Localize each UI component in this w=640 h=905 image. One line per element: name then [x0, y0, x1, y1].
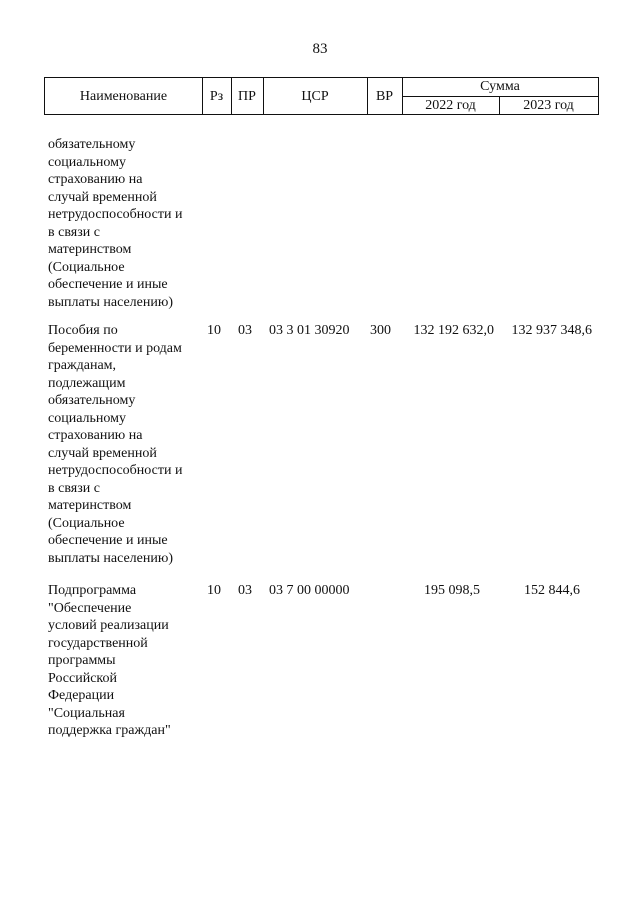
cell-csr: 03 7 00 00000 [269, 583, 350, 598]
cell-sum-2022: 195 098,5 [424, 583, 480, 598]
header-pr: ПР [238, 89, 256, 104]
name-line: страхованию на [48, 172, 143, 187]
name-line: Подпрограмма [48, 583, 137, 598]
name-line: материнством [48, 242, 132, 257]
name-line: в связи с [48, 224, 100, 240]
header-rz: Рз [209, 89, 224, 104]
name-line: "Социальная [48, 705, 125, 721]
cell-rz: 10 [207, 323, 221, 338]
name-line: условий реализации [48, 618, 169, 633]
name-line: "Обеспечение [48, 600, 132, 616]
name-line: Пособия по [48, 323, 118, 338]
cell-sum-2023: 152 844,6 [524, 583, 580, 598]
name-line: подлежащим [48, 375, 126, 391]
name-line: гражданам, [48, 358, 117, 373]
name-line: (Социальное [48, 515, 125, 531]
name-line: поддержка граждан" [48, 723, 171, 738]
name-line: Федерации [48, 688, 115, 703]
name-line: обеспечение и иные [48, 533, 168, 548]
name-line: программы [48, 653, 116, 668]
cell-rz: 10 [207, 583, 221, 598]
cell-pr: 03 [238, 583, 252, 598]
row-name [48, 582, 203, 740]
header-vr: ВР [375, 89, 394, 104]
header-name: Наименование [79, 89, 168, 104]
sum-divider [402, 96, 598, 97]
name-line: в связи с [48, 480, 100, 496]
cell-sum-2022: 132 192 632,0 [413, 323, 494, 338]
table-header [44, 77, 599, 115]
name-line: обеспечение и иные [48, 277, 168, 292]
cell-pr: 03 [238, 323, 252, 338]
name-line: социальному [48, 410, 126, 426]
name-line: (Социальное [48, 259, 125, 275]
name-line: нетрудоспособности и [48, 207, 183, 222]
name-line: выплаты населению) [48, 550, 173, 566]
name-line: обязательному [48, 137, 136, 152]
header-year-2023: 2023 год [523, 98, 574, 113]
cell-sum-2023: 132 937 348,6 [511, 323, 592, 338]
name-line: социальному [48, 154, 126, 170]
name-line: материнством [48, 498, 132, 513]
name-line: государственной [48, 635, 148, 651]
name-line: выплаты населению) [48, 294, 173, 310]
name-line: обязательному [48, 393, 136, 408]
header-sum: Сумма [480, 79, 520, 94]
name-line: беременности и родам [48, 340, 182, 356]
cell-vr: 300 [370, 323, 391, 338]
name-line: страхованию на [48, 428, 143, 443]
cell-csr: 03 3 01 30920 [269, 323, 350, 338]
name-line: Российской [48, 670, 117, 686]
header-year-2022: 2022 год [425, 98, 476, 113]
row-name [48, 322, 203, 567]
name-line: нетрудоспособности и [48, 463, 183, 478]
page-number: 83 [312, 41, 328, 57]
name-line: случай временной [48, 445, 157, 461]
row-name [48, 136, 203, 311]
name-line: случай временной [48, 189, 157, 205]
header-csr: ЦСР [301, 89, 329, 104]
